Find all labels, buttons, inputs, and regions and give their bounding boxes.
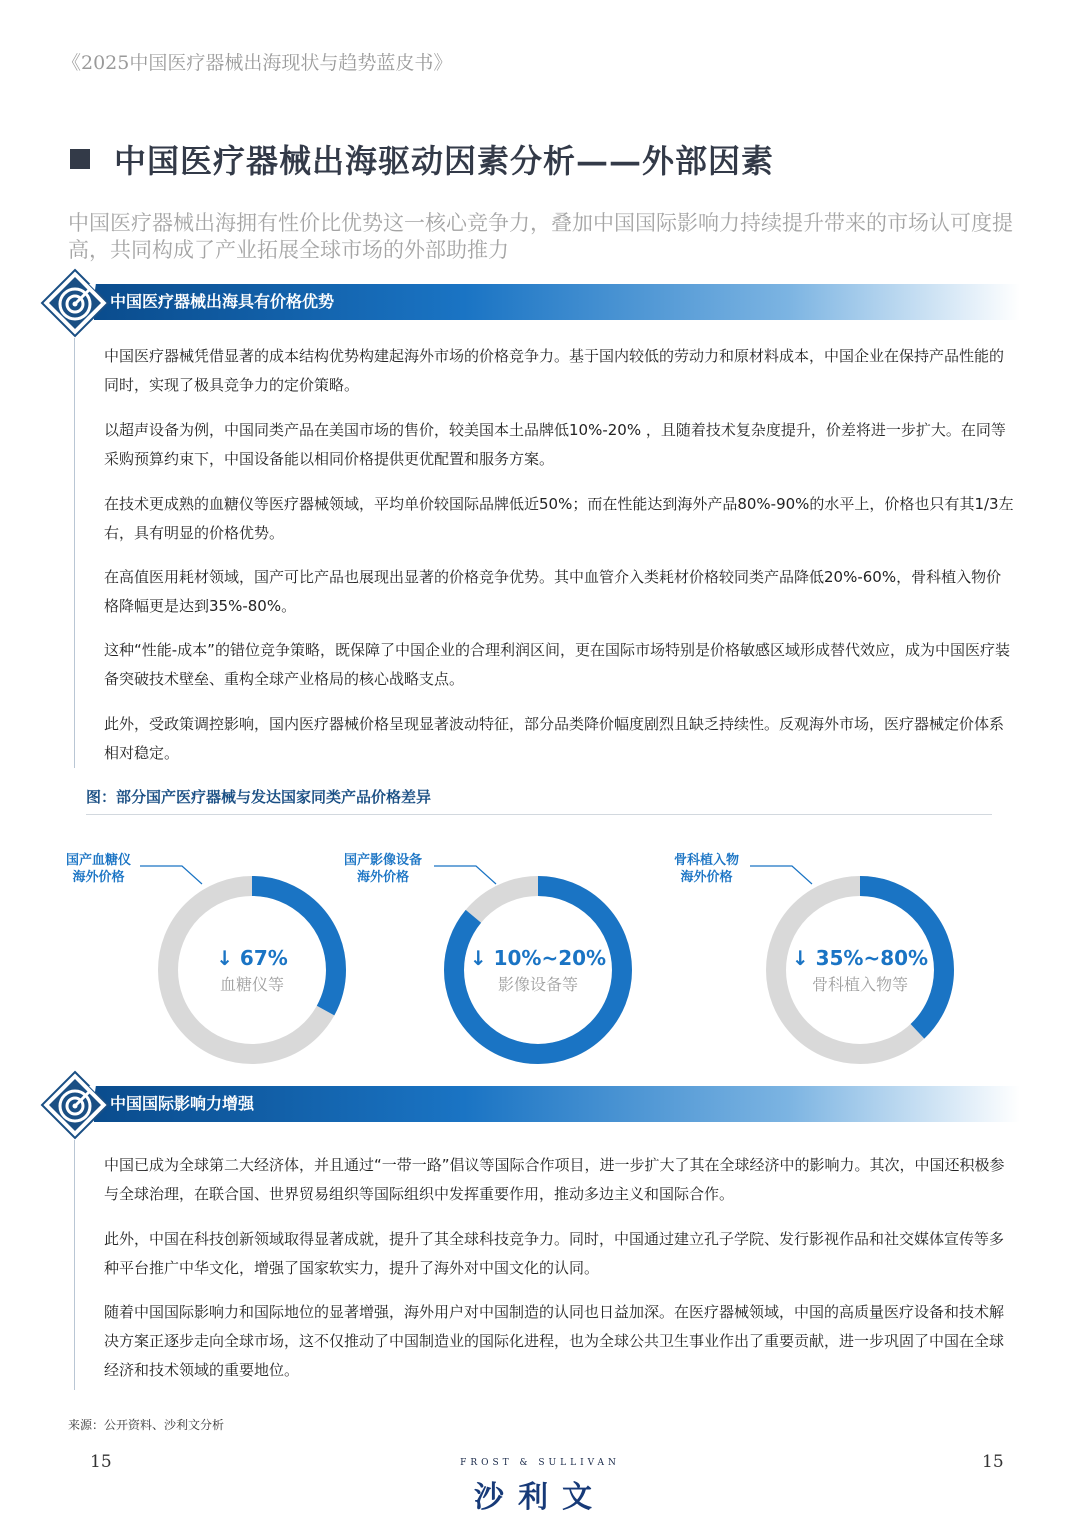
donut-category: 骨科植入物等 [811,975,908,994]
page-number-left: 15 [90,1452,112,1472]
section-banner-price [40,268,1020,338]
section-divider-line [74,338,75,768]
donut-label-line2: 海外价格 [357,870,410,885]
paragraph: 中国医疗器械凭借显著的成本结构优势构建起海外市场的价格竞争力。基于国内较低的劳动力和原材料成本，中国企业在保持产品性能的同时，实现了极具竞争力的定价策略。 [104,347,1005,394]
donut-label-line1: 国产影像设备 [344,853,423,868]
paragraph: 在技术更成熟的血糖仪等医疗器械领域，平均单价较国际品牌低近50%；而在性能达到海外产品80%-90%的水平上，价格也只有其1/3左右，具有明显的价格优势。 [104,495,1014,542]
donut-value: ↓ 67% [216,946,288,970]
heading-square-icon [70,149,90,169]
figure-title: 图：部分国产医疗器械与发达国家同类产品价格差异 [86,788,432,806]
source-note: 来源：公开资料、沙利文分析 [68,1418,225,1432]
donut-category: 影像设备等 [497,975,578,994]
donut-label-line2: 海外价格 [72,870,125,885]
page-heading-text: 中国医疗器械出海驱动因素分析——外部因素 [114,142,775,180]
figure-rule [86,814,992,815]
paragraph: 中国已成为全球第二大经济体，并且通过“一带一路”倡议等国际合作项目，进一步扩大了其在全球经济中的影响力。其次，中国还积极参与全球治理，在联合国、世界贸易组织等国际组织中发挥重要作用，推动多边主义和国际合作。 [104,1156,1005,1203]
section-banner-influence [40,1070,1020,1140]
section-title: 中国国际影响力增强 [110,1094,255,1113]
section-bar [94,1086,1020,1122]
donut-value: ↓ 35%~80% [791,946,929,970]
paragraph: 以超声设备为例，中国同类产品在美国市场的售价，较美国本土品牌低10%-20% ，且随着技术复杂度提升，价差将进一步扩大。在同等采购预算约束下，中国设备能以相同价格提供更优配置和服务方案。 [104,421,1006,468]
paragraph: 此外，中国在科技创新领域取得显著成就，提升了其全球科技竞争力。同时，中国通过建立孔子学院、发行影视作品和社交媒体宣传等多种平台推广中华文化，增强了国家软实力，提升了海外对中国文化的认同。 [104,1230,1005,1277]
donut-value: ↓ 10%~20% [469,946,607,970]
paragraph: 随着中国国际影响力和国际地位的显著增强，海外用户对中国制造的认同也日益加深。在医疗器械领域，中国的高质量医疗设备和技术解决方案正逐步走向全球市场，这不仅推动了中国制造业的国际化进程，也为全球公共卫生事业作出了重要贡献，进一步巩固了中国在全球经济和技术领域的重要地位。 [104,1303,1005,1379]
donut-chart-orthopedic [760,870,960,1070]
paragraph: 此外，受政策调控影响，国内医疗器械价格呈现显著波动特征，部分品类降价幅度剧烈且缺乏持续性。反观海外市场，医疗器械定价体系相对稳定。 [104,715,1005,762]
section-title: 中国医疗器械出海具有价格优势 [110,292,335,311]
paragraph: 在高值医用耗材领域，国产可比产品也展现出显著的价格竞争优势。其中血管介入类耗材价格较同类产品降低20%-60%，骨科植入物价格降幅更是达到35%-80%。 [104,568,1002,615]
section-bar [94,284,1020,320]
logo-chinese: 沙利文 [474,1480,606,1515]
target-icon [40,1070,110,1140]
donut-category: 血糖仪等 [219,975,284,994]
donut-chart-glucometer [152,870,352,1070]
donut-chart-imaging [438,870,638,1070]
donut-label [66,852,131,886]
donut-label-line1: 骨科植入物 [674,853,740,868]
section-divider-line [74,1140,75,1390]
page-number-right: 15 [982,1452,1004,1472]
logo-english: FROST & SULLIVAN [460,1458,620,1468]
page-heading [70,134,774,184]
donut-label-line2: 海外价格 [680,870,733,885]
target-icon [40,268,110,338]
report-title: 《2025中国医疗器械出海现状与趋势蓝皮书》 [62,52,453,74]
donut-label [344,852,422,886]
lead-paragraph: 中国医疗器械出海拥有性价比优势这一核心竞争力，叠加中国国际影响力持续提升带来的市场认可度提高，共同构成了产业拓展全球市场的外部助推力 [68,211,1013,262]
donut-label [674,852,739,886]
donut-label-line1: 国产血糖仪 [66,853,132,868]
paragraph: 这种“性能-成本”的错位竞争策略，既保障了中国企业的合理利润区间，更在国际市场特别是价格敏感区域形成替代效应，成为中国医疗装备突破技术壁垒、重构全球产业格局的核心战略支点。 [104,641,1010,688]
